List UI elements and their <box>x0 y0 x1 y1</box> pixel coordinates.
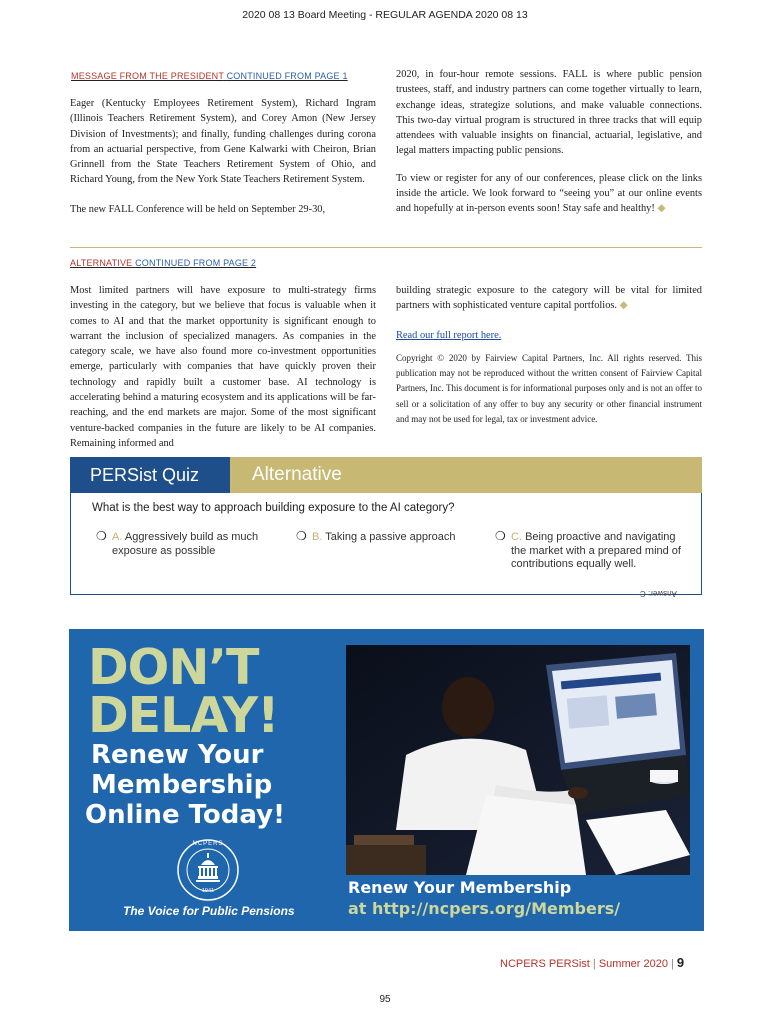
full-report-link[interactable]: Read our full report here. <box>396 329 502 341</box>
footer-separator: | <box>671 958 674 970</box>
ad-headline-line-1: DON’T <box>88 639 259 696</box>
ad-subheadline-line-3: Online Today! <box>85 800 285 830</box>
president-section-label <box>71 71 348 81</box>
seal-name: NCPERS <box>192 841 224 847</box>
footer-publication: NCPERS PERSist <box>500 958 590 970</box>
ad-subheadline-line-1: Renew Your <box>91 740 264 770</box>
option-letter: A. <box>112 531 123 543</box>
option-text: Taking a passive approach <box>325 531 456 543</box>
quiz-option-b[interactable] <box>296 529 482 545</box>
ad-tagline: The Voice for Public Pensions <box>123 904 295 918</box>
man-at-laptop-photo <box>346 645 690 875</box>
page-header: 2020 08 13 Board Meeting - REGULAR AGENDA 2020 08 13 <box>242 9 528 21</box>
alternative-right-paragraph <box>396 283 702 314</box>
alternative-left-paragraph: Most limited partners will have exposure to multi-strategy firms investing in the category, but we believe that focus is valuable when it comes to AI and that the market opportunity is significant enough to warrant the inclusion of specialized managers. As companies in the category scale, we have also found more co-investment opportunities emerge, particularly with companies that have quickly proven their technology and rapidly built a customer base. AI technology is accelerating behind a maturing ecosystem and its applications will be far-reaching, and the end markets are major. Some of the most significant venture-backed companies in the future are likely to be AI companies. Remaining informed and <box>70 285 376 449</box>
photo-illustration <box>346 645 690 875</box>
president-left-paragraph-1: Eager (Kentucky Employees Retirement System), Richard Ingram (Illinois Teachers Retirement System), and Corey Amon (New Jersey Division of Investments); and finally, funding challenges during corona from an actuarial perspective, from Gene Kalwarki with Cheiron, Brian Grinnell from the State Teachers Retirement System of Ohio, and Richard Young, from the New York State Teachers Retirement System. <box>70 98 376 186</box>
quiz-answer-upside-down: Answer: C <box>640 589 677 598</box>
quiz-option-a[interactable] <box>96 529 277 558</box>
alternative-right-column <box>396 283 702 427</box>
alternative-label-title: ALTERNATIVE <box>70 258 133 268</box>
section-divider <box>70 247 702 248</box>
ad-subheadline-line-2: Membership <box>91 770 273 800</box>
option-text: Being proactive and navigating the market with a prepared mind of contributions equally well. <box>511 531 681 570</box>
footer-page-number: 9 <box>676 955 685 970</box>
option-letter: B. <box>312 531 323 543</box>
option-text: Aggressively build as much exposure as possible <box>112 531 259 557</box>
quiz-header-title: PERSist Quiz <box>70 457 230 493</box>
ad-cta-url[interactable]: at http://ncpers.org/Members/ <box>348 899 621 918</box>
alternative-label-continued: CONTINUED FROM PAGE 2 <box>135 258 257 268</box>
end-diamond-icon: ◆ <box>657 203 666 215</box>
president-label-title: MESSAGE FROM THE PRESIDENT <box>71 71 224 81</box>
president-right-paragraph-2 <box>396 171 702 217</box>
quiz-question: What is the best way to approach building exposure to the AI category? <box>92 502 455 514</box>
document-page-number: 95 <box>379 994 391 1005</box>
copyright-notice: Copyright © 2020 by Fairview Capital Partners, Inc. All rights reserved. This publication may not be reproduced without the written consent of Fairview Capital Partners, Inc. This document is for informational purposes only and is not an offer to sell or a solicitation of any offer to buy any security or other financial instrument and may not be used for legal, tax or investment advice. <box>396 352 702 424</box>
president-label-continued: CONTINUED FROM PAGE 1 <box>226 71 348 81</box>
alternative-left-column <box>70 283 376 451</box>
footer-separator: | <box>592 958 596 970</box>
radio-circle-icon[interactable]: ❍ <box>296 529 307 543</box>
president-right-paragraph-2-text: To view or register for any of our conferences, please click on the links inside the article. We look forward to “seeing you” at our online events and hopefully at in-person events soon! Stay safe and healthy! <box>396 172 702 215</box>
seal-year: 1941 <box>201 888 215 894</box>
president-left-paragraph-2: The new FALL Conference will be held on September 29-30, <box>70 203 326 215</box>
ncpers-seal-logo <box>176 838 240 902</box>
president-right-paragraph-1: 2020, in four-hour remote sessions. FALL is where public pension trustees, staff, and industry partners can come together virtually to learn, exchange ideas, strategize solutions, and make valuable connections. This two-day virtual program is structured in three tracks that will equip attendees with valuable insights on financial, actuarial, legislative, and legal matters impacting public pensions. <box>396 69 702 157</box>
alternative-section-label <box>70 258 256 268</box>
president-left-column <box>70 96 376 217</box>
footer-issue: Summer 2020 <box>598 958 668 970</box>
quiz-option-c[interactable] <box>495 529 689 572</box>
ad-cta-line-1: Renew Your Membership <box>348 878 572 897</box>
radio-circle-icon[interactable]: ❍ <box>96 529 107 543</box>
quiz-header-topic: Alternative <box>230 457 702 493</box>
radio-circle-icon[interactable]: ❍ <box>495 529 506 543</box>
president-right-column <box>396 67 702 217</box>
ad-headline-line-2: DELAY! <box>88 687 279 744</box>
alternative-right-paragraph-text: building strategic exposure to the category will be vital for limited partners with sophisticated venture capital portfolios. <box>396 285 702 312</box>
report-link-line <box>396 328 702 343</box>
page-footer <box>500 955 684 970</box>
option-letter: C. <box>511 531 522 543</box>
end-diamond-icon: ◆ <box>619 300 628 312</box>
